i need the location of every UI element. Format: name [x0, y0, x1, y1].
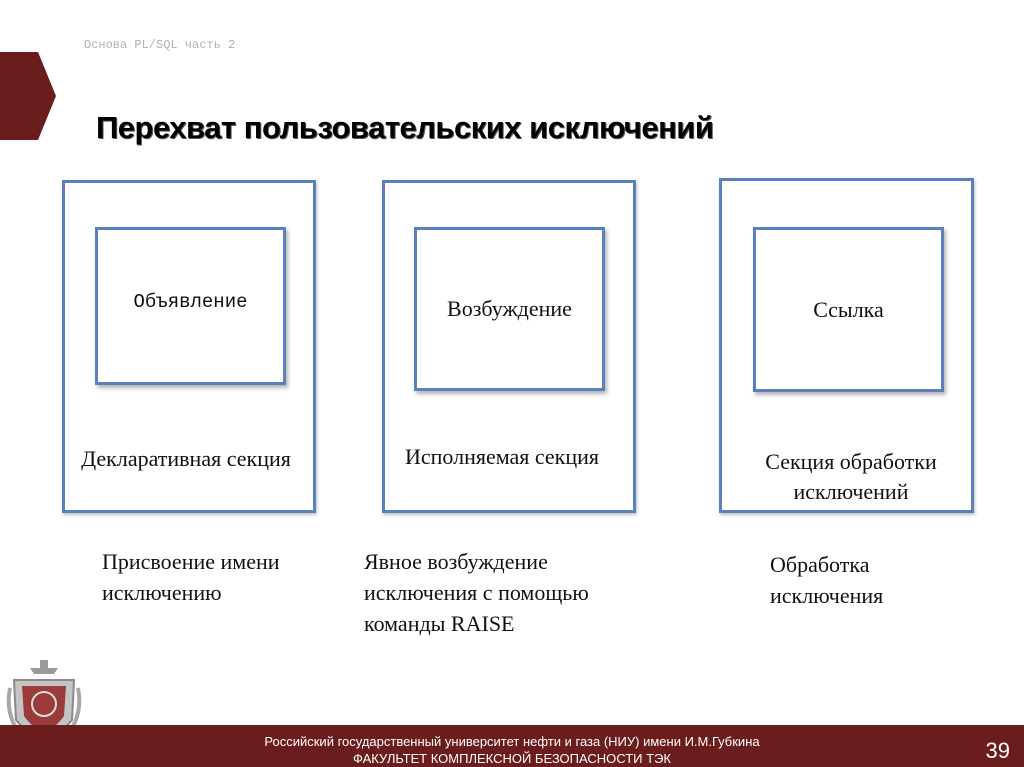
declarative-section-label: Декларативная секция: [81, 446, 291, 471]
reference-label: Ссылка: [813, 296, 884, 322]
exception-section-label: Секция обработки исключений: [765, 449, 937, 504]
footer-university: [0, 733, 1024, 767]
declaration-box: [95, 227, 286, 385]
raise-label: Возбуждение: [447, 296, 572, 321]
reference-box: [753, 227, 944, 392]
slide-title: Перехват пользовательских исключений: [96, 110, 714, 145]
raise-description: Явное возбуждение исключения с помощью команды RAISE: [364, 549, 589, 636]
declaration-description: Присвоение имени исключению: [102, 549, 280, 605]
arrow-decoration: [0, 52, 56, 140]
declaration-label: Объявление: [133, 291, 248, 313]
footer-line-2: ФАКУЛЬТЕТ КОМПЛЕКСНОЙ БЕЗОПАСНОСТИ ТЭК: [353, 751, 671, 766]
presentation-subtitle: Основа PL/SQL часть 2: [84, 38, 236, 52]
footer-line-1: Российский государственный университет нефти и газа (НИУ) имени И.М.Губкина: [264, 734, 760, 749]
page-number: 39: [985, 738, 1010, 763]
handling-description: Обработка исключения: [770, 552, 884, 608]
raise-box: [414, 227, 605, 391]
executable-section-label: Исполняемая секция: [404, 444, 600, 469]
